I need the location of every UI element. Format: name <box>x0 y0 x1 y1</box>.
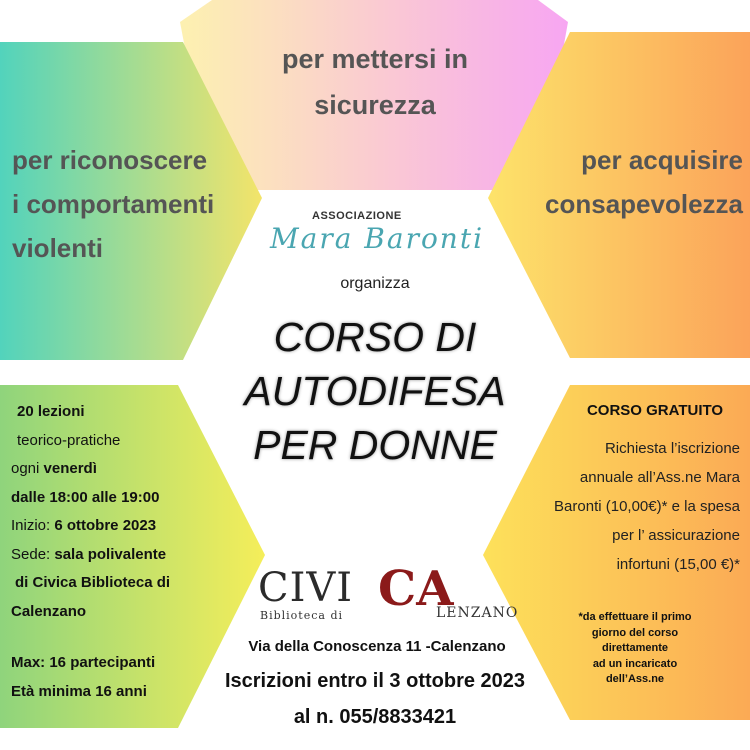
civica-ca: CA <box>378 561 454 617</box>
venue-line-2: di Civica Biblioteca di <box>15 574 171 591</box>
civica-sub: Biblioteca di <box>260 609 344 622</box>
logo-name: Mara Baronti <box>269 222 485 255</box>
left-line-1: per riconoscere <box>12 145 208 175</box>
payment-note <box>560 610 710 688</box>
civica-logo <box>258 561 519 625</box>
note-line-4: ad un incaricato <box>592 657 678 670</box>
hexagon-left-text <box>12 138 262 270</box>
right-line-2: consapevolezza <box>545 189 743 219</box>
venue-line-3: Calenzano <box>11 602 87 620</box>
hexagon-right-text <box>500 138 743 226</box>
right-line-1: per acquisire <box>581 145 743 175</box>
title-line-2: AUTODIFESA <box>244 368 506 414</box>
note-line-3: direttamente <box>601 642 669 654</box>
min-age: Età minima 16 anni <box>11 682 147 700</box>
logo-assoc: ASSOCIAZIONE <box>312 210 402 222</box>
top-line-1: per mettersi in <box>281 44 469 74</box>
civica-sub2: LENZANO <box>436 605 519 621</box>
title-line-1: CORSO DI <box>273 314 477 360</box>
lessons-type: teorico-pratiche <box>17 431 121 449</box>
note-line-1: *da effettuare il primo <box>578 611 692 623</box>
left-line-3: violenti <box>12 233 104 263</box>
enroll-line-1: Richiesta l’iscrizione <box>604 440 740 457</box>
free-course-label: CORSO GRATUITO <box>586 402 724 419</box>
hexagon-top-text <box>200 36 550 128</box>
enrollment-info <box>500 434 740 579</box>
start-line: Inizio: 6 ottobre 2023 <box>11 517 157 534</box>
organizza-text: organizza <box>340 275 410 292</box>
title-line-3: PER DONNE <box>253 422 497 468</box>
left-line-2: i comportamenti <box>12 189 215 219</box>
course-details <box>11 398 246 706</box>
venue-line: Sede: sala polivalente <box>11 545 167 563</box>
top-line-2: sicurezza <box>314 90 436 120</box>
civica-ci: CIVI <box>258 565 354 611</box>
enroll-line-4: per l’ assicurazione <box>612 527 740 544</box>
note-line-2: giorno del corso <box>591 626 679 639</box>
day-line: ogni venerdì <box>11 460 97 477</box>
max-participants: Max: 16 partecipanti <box>11 654 156 671</box>
registration-deadline: Iscrizioni entro il 3 ottobre 2023 <box>224 670 526 692</box>
enroll-line-2: annuale all’Ass.ne Mara <box>579 469 740 486</box>
association-logo <box>262 208 492 256</box>
note-line-5: dell’Ass.ne <box>605 673 665 685</box>
venue-address: Via della Conoscenza 11 -Calenzano <box>248 638 506 655</box>
phone-number: al n. 055/8833421 <box>293 706 457 728</box>
time-line: dalle 18:00 alle 19:00 <box>11 488 160 506</box>
enroll-line-5: infortuni (15,00 €)* <box>616 556 740 573</box>
enroll-line-3: Baronti (10,00€)* e la spesa <box>554 498 740 515</box>
lessons-count: 20 lezioni <box>17 403 85 420</box>
